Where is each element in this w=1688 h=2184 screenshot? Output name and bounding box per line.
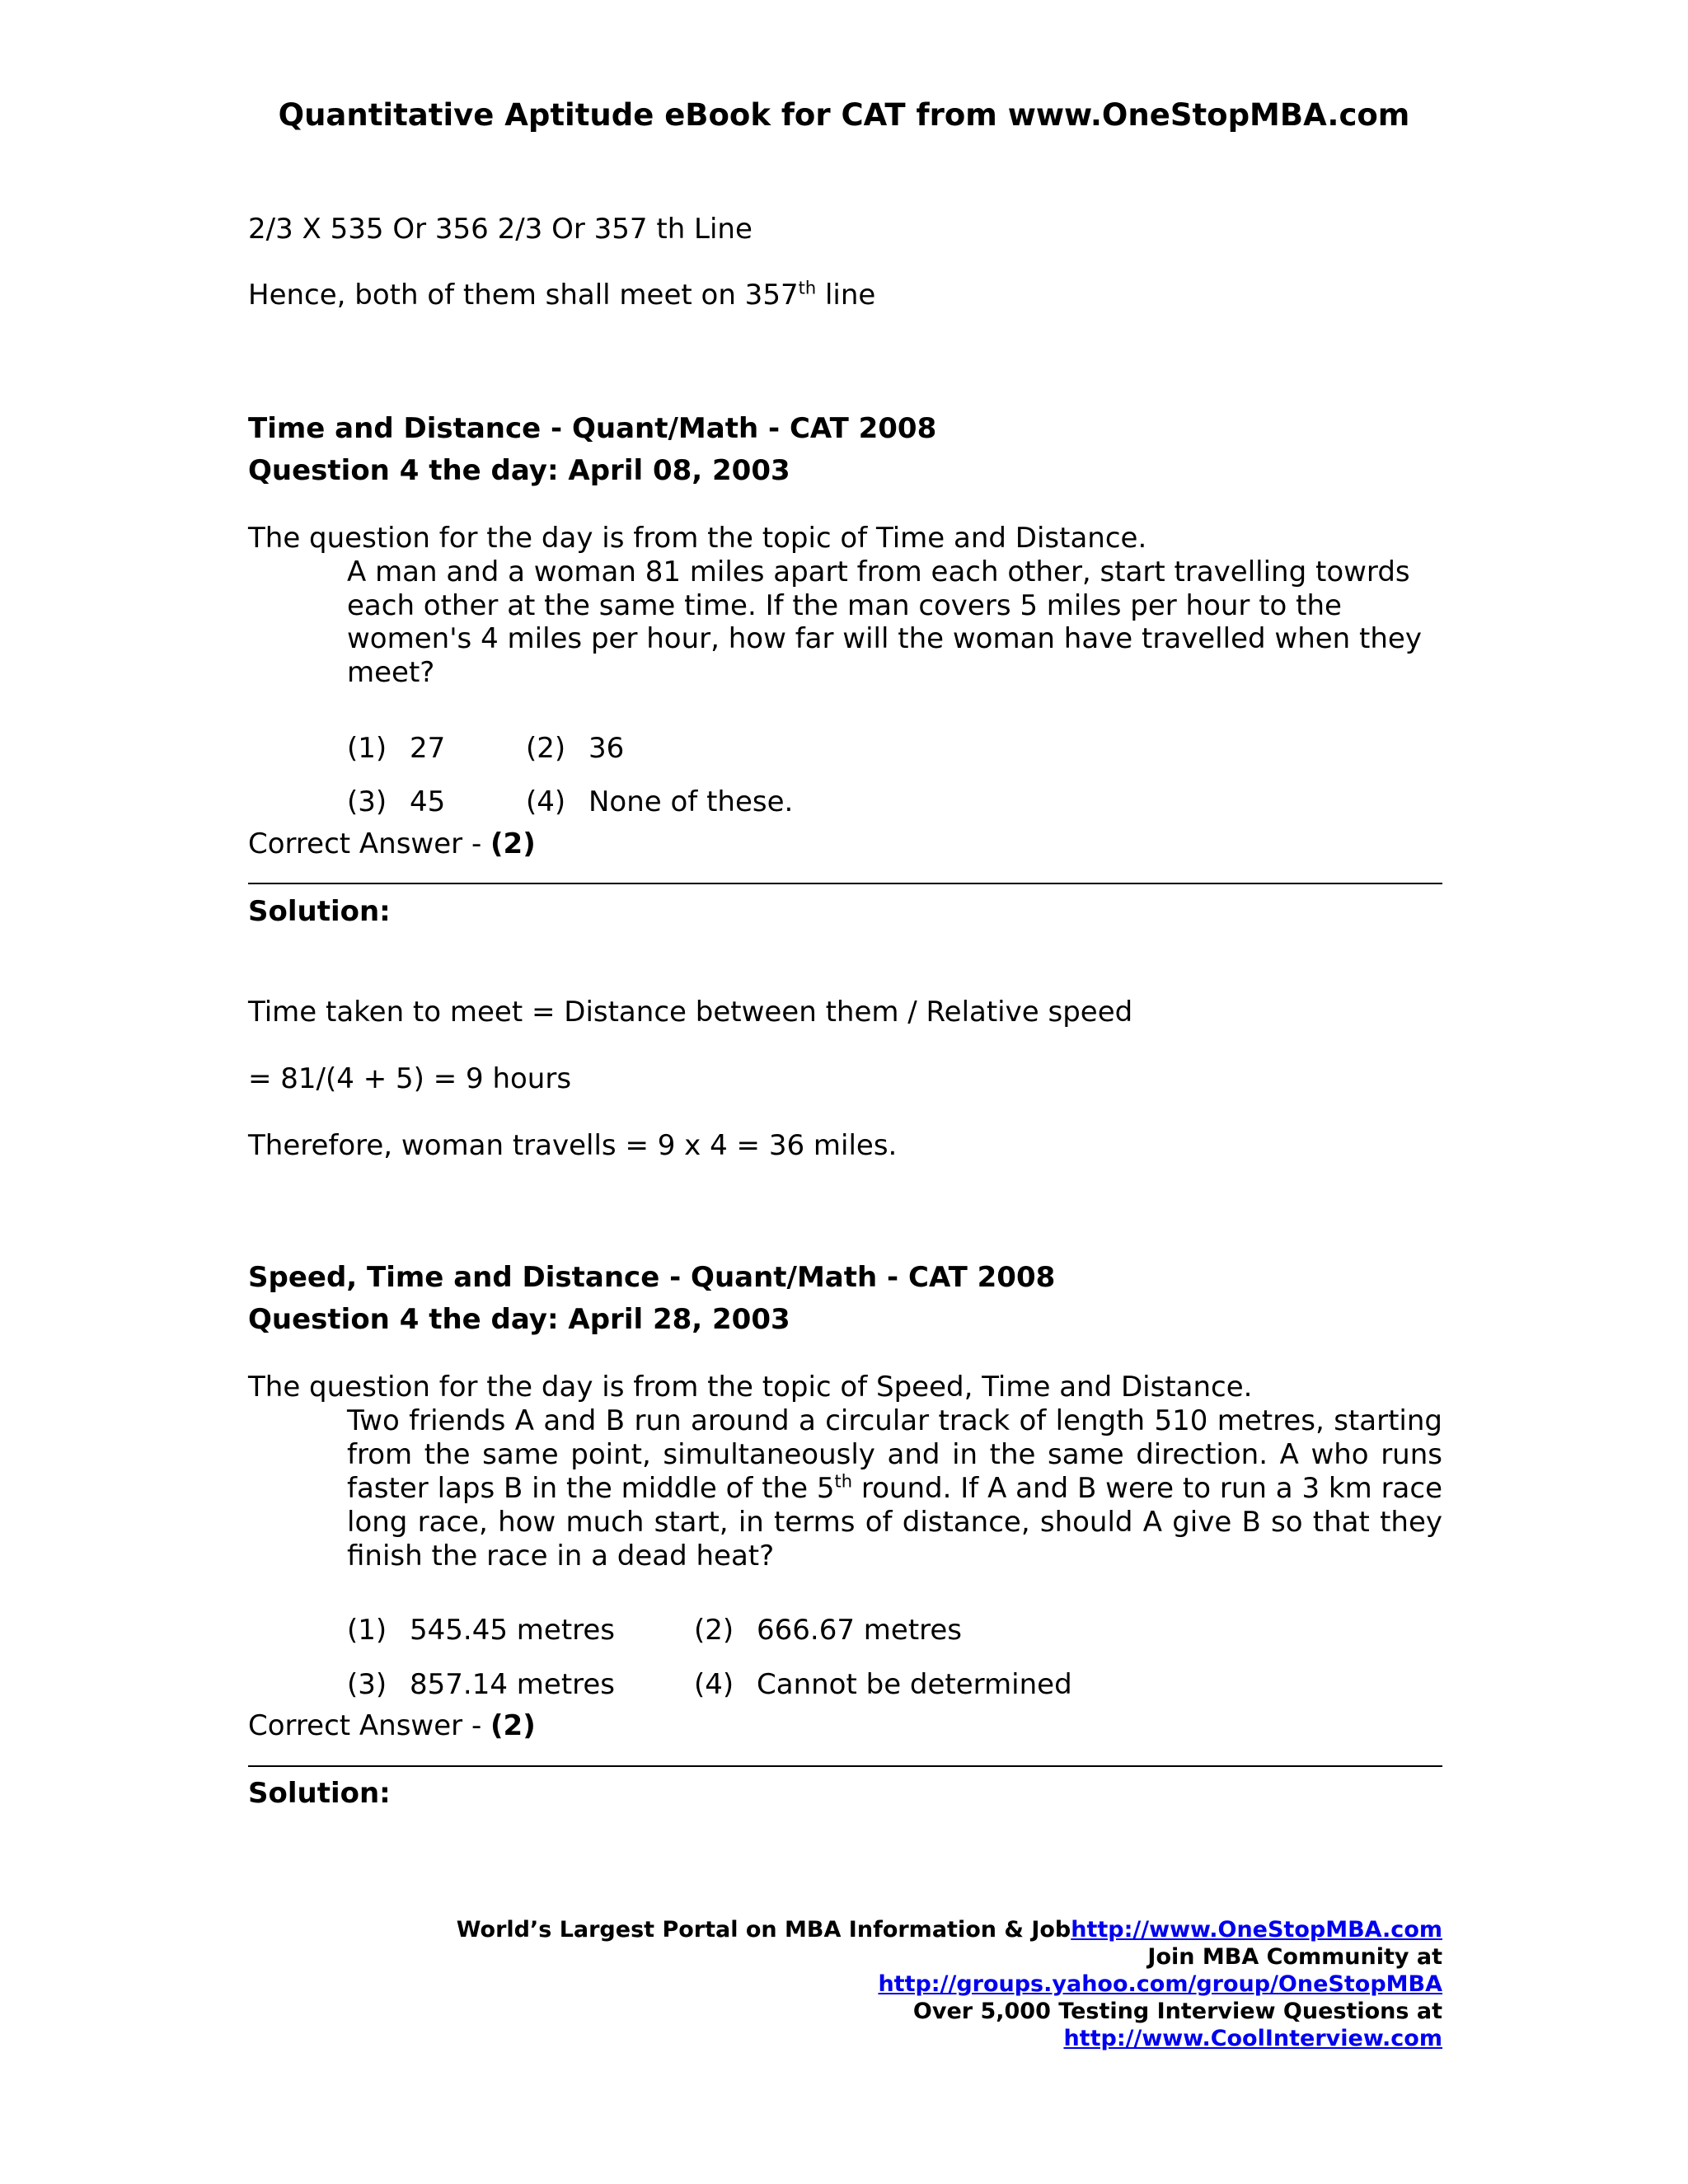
q1-question-line-4: meet? (347, 656, 435, 689)
q1-solution-line-2: = 81/(4 + 5) = 9 hours (248, 1062, 572, 1095)
footer-line-1 (457, 1916, 1442, 1943)
intro-line-1: 2/3 X 535 Or 356 2/3 Or 357 th Line (248, 213, 753, 246)
footer-interview-text: Over 5,000 Testing Interview Questions at (912, 1999, 1442, 2024)
q1-question-line-2: each other at the same time. If the man covers 5 miles per hour to the (347, 589, 1342, 622)
q2-answer-label: Correct Answer - (248, 1709, 491, 1742)
q2-heading: Speed, Time and Distance - Quant/Math - CAT 2008 (248, 1261, 1056, 1294)
footer-coolinterview-link[interactable]: http://www.CoolInterview.com (1063, 2026, 1442, 2051)
q1-solution-label: Solution: (248, 895, 391, 928)
q1-heading: Time and Distance - Quant/Math - CAT 2008 (248, 412, 937, 445)
q1-option-1-text: 27 (410, 732, 446, 765)
q1-correct-answer (248, 827, 536, 860)
q2-topic: The question for the day is from the topic of Speed, Time and Distance. (248, 1371, 1253, 1404)
q1-option-2-text: 36 (588, 732, 625, 765)
q1-option-1-num: (1) (347, 732, 387, 765)
q2-question-part-2: round. If A and B were to run a 3 km race long race, how much start, in terms of distance, should A give B so that they finish the race in a dead heat? (347, 1472, 1442, 1572)
q1-solution-line-1: Time taken to meet = Distance between them / Relative speed (248, 996, 1133, 1029)
page-header-title: Quantitative Aptitude eBook for CAT from www.OneStopMBA.com (278, 97, 1410, 133)
footer-community-text: Join MBA Community at (1147, 1944, 1442, 1970)
q1-subheading: Question 4 the day: April 08, 2003 (248, 454, 790, 487)
q1-option-4-text: None of these. (588, 785, 794, 818)
q1-question-line-1: A man and a woman 81 miles apart from each other, start travelling towrds (347, 555, 1410, 588)
q2-question-sup: th (834, 1471, 853, 1492)
q2-answer-value: (2) (490, 1709, 536, 1742)
intro-line-2-sup: th (798, 278, 817, 298)
q2-correct-answer (248, 1709, 536, 1742)
q2-option-2-text: 666.67 metres (757, 1614, 963, 1647)
q2-solution-label: Solution: (248, 1777, 391, 1810)
q2-option-1-text: 545.45 metres (410, 1614, 616, 1647)
footer-yahoo-group-link[interactable]: http://groups.yahoo.com/group/OneStopMBA (878, 1971, 1442, 1997)
q2-question-paragraph (347, 1404, 1442, 1573)
q2-option-1-num: (1) (347, 1614, 387, 1647)
q2-question-part-1: Two friends A and B run around a circular track of length 510 metres, starting from the same point, simultaneously and in the same direction. A who runs faster laps B in the middle of the 5 (347, 1404, 1442, 1505)
q1-answer-label: Correct Answer - (248, 827, 491, 860)
q1-divider (248, 883, 1442, 884)
q2-subheading: Question 4 the day: April 28, 2003 (248, 1303, 790, 1336)
q1-answer-value: (2) (490, 827, 536, 860)
footer-onestopmba-link[interactable]: http://www.OneStopMBA.com (1071, 1917, 1442, 1943)
q1-solution-line-3: Therefore, woman travells = 9 x 4 = 36 miles. (248, 1129, 898, 1162)
q2-option-3-num: (3) (347, 1668, 387, 1701)
q1-topic: The question for the day is from the topic of Time and Distance. (248, 522, 1147, 555)
intro-line-2 (248, 279, 875, 312)
footer-line-3 (457, 1971, 1442, 1998)
q1-option-2-num: (2) (526, 732, 566, 765)
footer-line-5 (457, 2025, 1442, 2052)
q2-option-4-text: Cannot be determined (757, 1668, 1072, 1701)
q1-option-4-num: (4) (526, 785, 566, 818)
q2-option-4-num: (4) (694, 1668, 734, 1701)
q2-option-3-text: 857.14 metres (410, 1668, 616, 1701)
q2-divider (248, 1765, 1442, 1767)
page-footer (457, 1916, 1442, 2052)
q1-option-3-num: (3) (347, 785, 387, 818)
q1-question-line-3: women's 4 miles per hour, how far will the woman have travelled when they (347, 622, 1422, 655)
intro-line-2-text: Hence, both of them shall meet on 357 (248, 279, 799, 312)
footer-portal-text: World’s Largest Portal on MBA Information & Job (456, 1917, 1071, 1943)
q2-option-2-num: (2) (694, 1614, 734, 1647)
q1-option-3-text: 45 (410, 785, 446, 818)
intro-line-2-suffix: line (816, 279, 876, 312)
